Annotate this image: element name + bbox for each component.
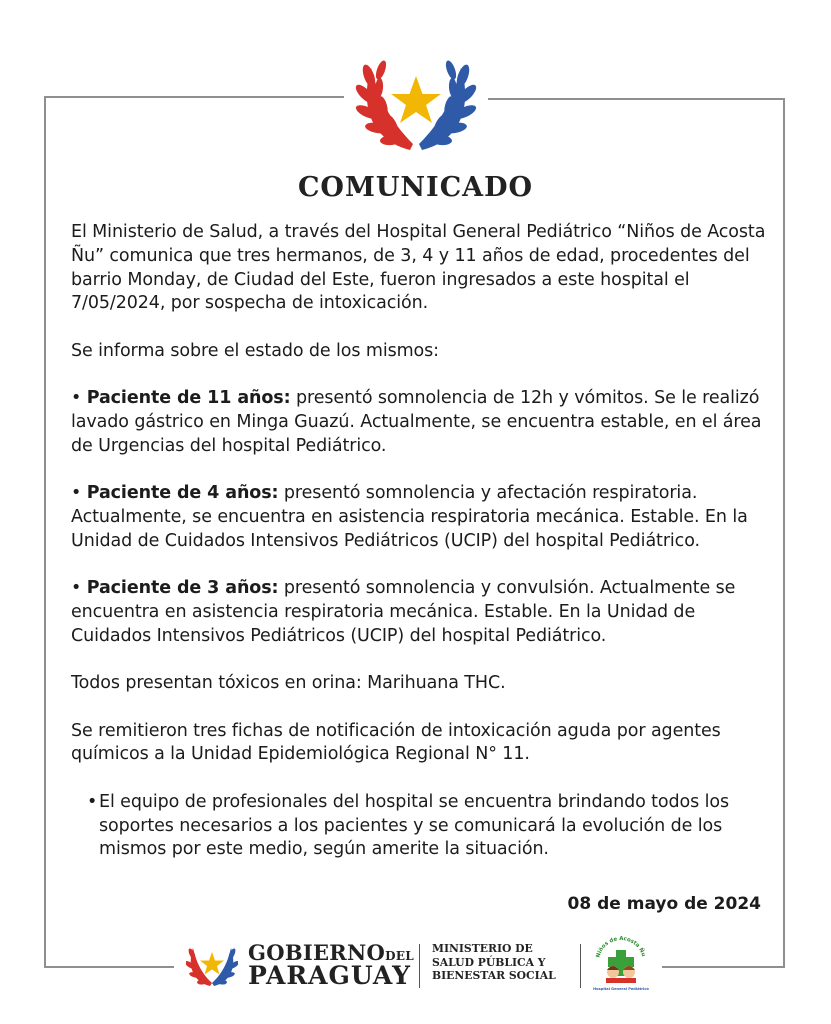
del-label: DEL xyxy=(385,949,415,963)
gobierno-wordmark xyxy=(248,940,414,990)
gobierno-crest-icon xyxy=(186,938,238,988)
paraguay-crest-icon xyxy=(355,46,477,156)
frame-top-left xyxy=(44,96,344,98)
page-title: COMUNICADO xyxy=(297,172,534,203)
patient-label: Paciente de 4 años: xyxy=(86,483,279,504)
gobierno-label: GOBIERNO xyxy=(248,940,386,965)
patient-11-item: • Paciente de 11 años: presentó somnolencia de 12h y vómitos. Se le realizó lavado gástrico en Minga Guazú. Actualmente, se encuentra estable, en el área de Urgencias del hospital Pediátrico. xyxy=(71,388,762,456)
ministry-wordmark xyxy=(432,942,556,983)
communique-body xyxy=(71,221,771,862)
patient-4-item: • Paciente de 4 años: presentó somnolencia y afectación respiratoria. Actualmente, se encuentra en asistencia respiratoria mecánica. Estable. En la Unidad de Cuidados Intensivos Pediátricos (UCIP) del hospital Pediátrico. xyxy=(71,483,748,551)
toxics-paragraph: Todos presentan tóxicos en orina: Marihuana THC. xyxy=(71,673,506,694)
patient-text: presentó somnolencia y afectación respiratoria. Actualmente, se encuentra en asistencia respiratoria mecánica. Estable. En la Unidad de Cuidados Intensivos Pediátricos (UCIP) del hospital Pediátrico. xyxy=(71,483,748,551)
patient-label: Paciente de 3 años: xyxy=(86,578,279,599)
intro-paragraph: El Ministerio de Salud, a través del Hospital General Pediátrico “Niños de Acosta Ñu” comunica que tres hermanos, de 3, 4 y 11 años de edad, procedentes del barrio Monday, de Ciudad del Este, fueron ingresados a este hospital el 7/05/2024, por sospecha de intoxicación. xyxy=(71,222,766,314)
footer-divider xyxy=(580,944,581,988)
patient-text: presentó somnolencia y convulsión. Actualmente se encuentra en asistencia respiratoria mecánica. Estable. En la Unidad de Cuidados Intensivos Pediátricos (UCIP) del hospital Pediátrico. xyxy=(71,578,736,646)
patient-label: Paciente de 11 años: xyxy=(86,388,291,409)
ministry-line: BIENESTAR SOCIAL xyxy=(432,969,556,982)
hospital-name-label: Hospital General Pediátrico xyxy=(593,987,649,991)
footer-logos xyxy=(0,938,831,998)
hospital-acosta-nu-logo-icon xyxy=(591,936,651,994)
ministry-line: MINISTERIO DE xyxy=(432,942,533,955)
ministry-line: SALUD PÚBLICA Y xyxy=(432,955,546,969)
patient-3-item: • Paciente de 3 años: presentó somnolencia y convulsión. Actualmente se encuentra en asistencia respiratoria mecánica. Estable. En la Unidad de Cuidados Intensivos Pediátricos (UCIP) del hospital Pediátrico. xyxy=(71,578,736,646)
team-note-text: El equipo de profesionales del hospital se encuentra brindando todos los soportes necesarios a los pacientes y se comunicará la evolución de los mismos por este medio, según amerite la situación. xyxy=(99,791,730,860)
status-intro: Se informa sobre el estado de los mismos: xyxy=(71,340,439,361)
frame-left xyxy=(44,96,46,968)
footer-divider xyxy=(419,944,420,988)
frame-right xyxy=(783,98,785,968)
hospital-arc-label: Niños de Acosta Ñu xyxy=(595,936,647,959)
notification-paragraph: Se remitieron tres fichas de notificación de intoxicación aguda por agentes químicos a la Unidad Epidemiológica Regional N° 11. xyxy=(71,720,721,765)
issue-date: 08 de mayo de 2024 xyxy=(567,894,761,914)
team-note xyxy=(71,791,771,862)
frame-top-right xyxy=(488,98,785,100)
bullet-dot-icon: • xyxy=(87,791,98,812)
paraguay-label: PARAGUAY xyxy=(248,961,411,990)
patient-text: presentó somnolencia de 12h y vómitos. Se le realizó lavado gástrico en Minga Guazú. Actualmente, se encuentra estable, en el área de Urgencias del hospital Pediátrico. xyxy=(71,388,762,456)
